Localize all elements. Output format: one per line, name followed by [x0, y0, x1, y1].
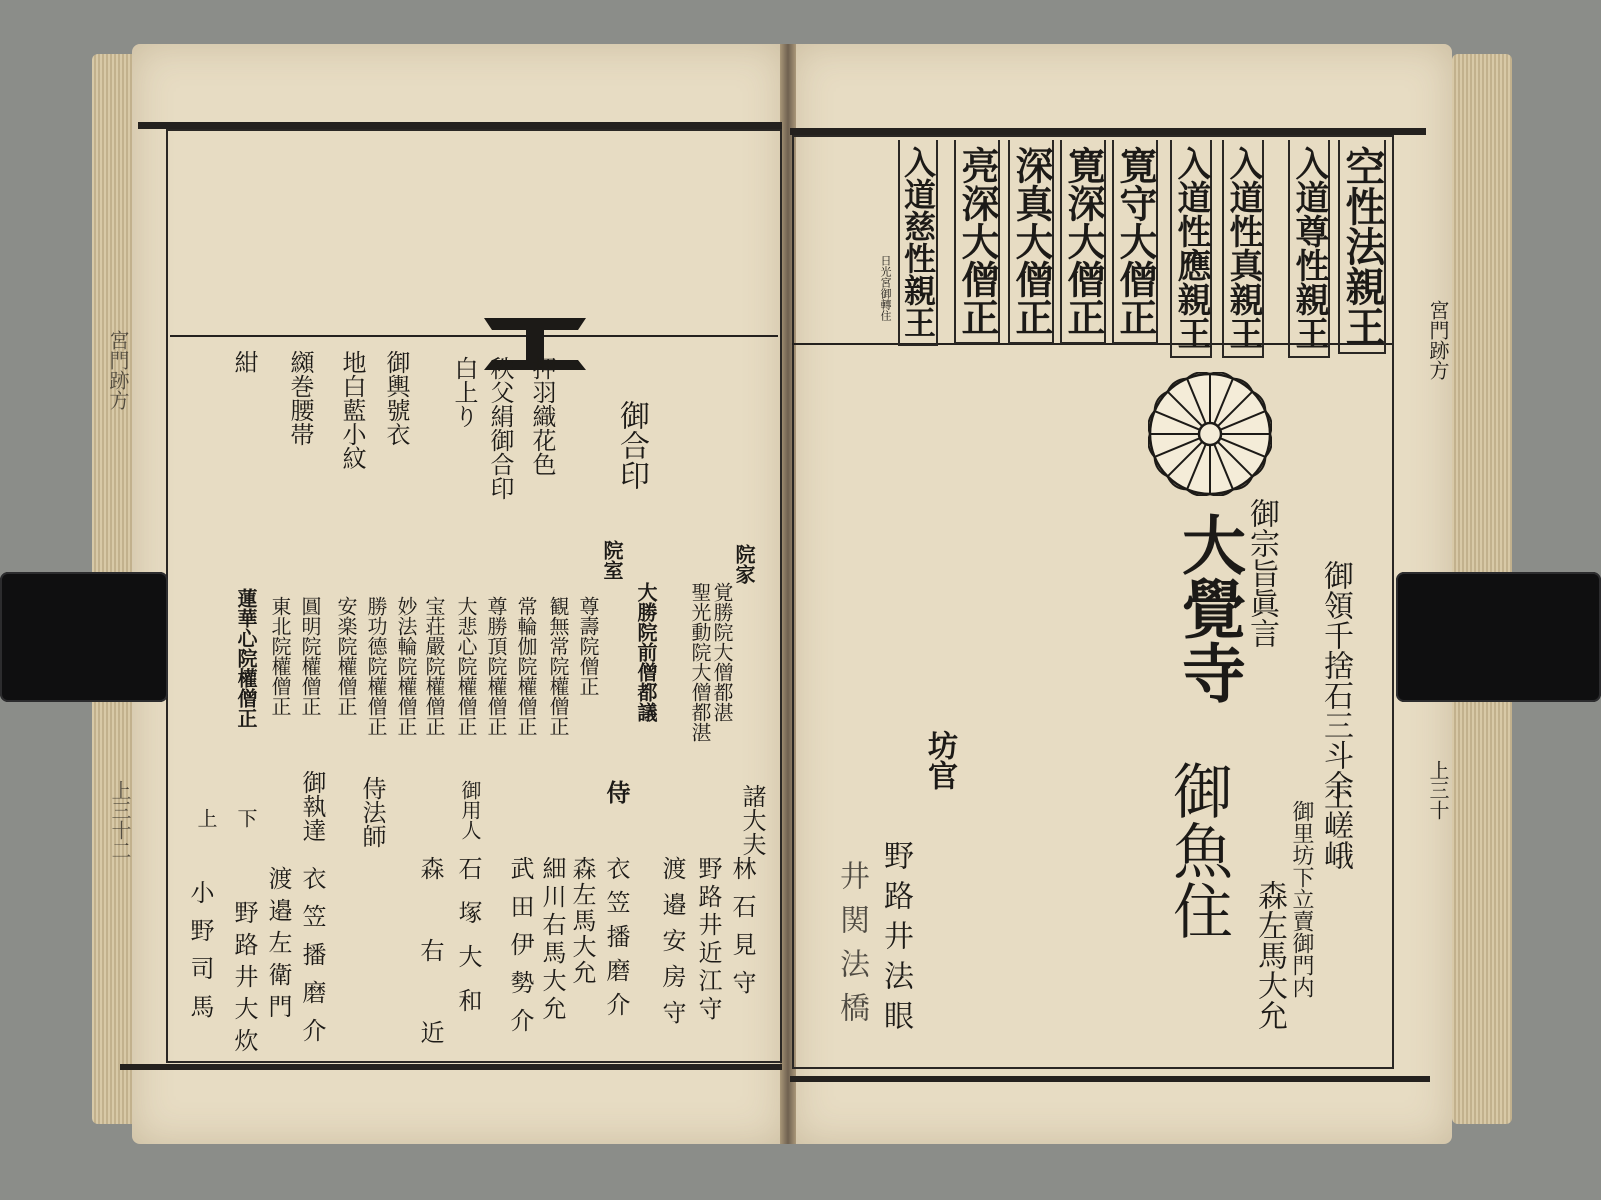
left-register-divider [170, 335, 778, 337]
shitsutatsu-label: 御執達 [298, 770, 326, 842]
shodaibu-entry-1: 林石見守 [728, 856, 756, 1008]
inshitsu-entry: 尊勝頂院權僧正 [484, 596, 508, 736]
inke-entry-3: 大勝院前僧都議 [634, 582, 658, 722]
jihoshi-label: 侍法師 [358, 776, 386, 848]
inshitsu-label: 院室 [600, 540, 624, 580]
samurai-entry-4: 武田伊勢介 [506, 856, 534, 1046]
attr-3: 押羽織花色 [528, 356, 556, 476]
name-5: 寛守大僧正 [1112, 140, 1158, 344]
seal-label: 御合印 [614, 400, 649, 490]
samurai-entry-3: 細川右馬大允 [538, 856, 566, 1024]
inshitsu-entry: 安楽院權僧正 [334, 596, 358, 716]
inshitsu-entry: 蓮華心院權僧正 [234, 588, 258, 728]
name-2: 入道尊性親王 [1288, 140, 1330, 358]
inshitsu-entry: 勝功德院權僧正 [364, 596, 388, 736]
residence-line: 御魚住 [1163, 760, 1233, 940]
right-page-holder-clip [1396, 572, 1601, 702]
inshitsu-entry: 大悲心院權僧正 [454, 596, 478, 736]
shodaibu-entry-3: 渡邉安房守 [658, 856, 686, 1036]
yonin-entry-1: 石塚大和 [454, 856, 482, 1032]
official-1: 野路井法眼 [878, 840, 913, 1040]
inshitsu-entry: 東北院權僧正 [268, 596, 292, 716]
shodaibu-label: 諸大夫 [738, 784, 766, 856]
shitsutatsu-entry-1: 衣笠播磨介 [298, 866, 326, 1056]
temple-name: 大覺寺 [1171, 512, 1246, 704]
kami-label: 上 [194, 808, 218, 828]
location-line: 上嵯峨 [1318, 780, 1353, 870]
name-8: 亮深大僧正 [954, 140, 1000, 344]
inke-entry-2: 聖光動院大僧都湛 [688, 582, 712, 742]
attr-7: 紺 [230, 350, 258, 374]
samurai-entry-1: 衣笠播磨介 [602, 856, 630, 1026]
name-4: 入道性應親王 [1170, 140, 1212, 358]
attr-5: 地白藍小紋 [338, 350, 366, 470]
office-note: 御里坊下立賣御門内 [1289, 800, 1314, 998]
inshitsu-entry: 宝荘嚴院權僧正 [422, 596, 446, 736]
inshitsu-entry: 妙法輪院權僧正 [394, 596, 418, 736]
left-edge-label: 宮門跡方 [106, 330, 130, 410]
shimo-label: 下 [234, 808, 258, 828]
left-bottom-rule [120, 1064, 782, 1070]
chrysanthemum-crest-icon [1148, 372, 1272, 496]
income-line: 御領千捨石三斗余 [1318, 560, 1353, 800]
inshitsu-entry: 常輪伽院權僧正 [514, 596, 538, 736]
attr-1: 白上り [450, 356, 478, 428]
samurai-label: 侍 [602, 780, 631, 804]
inke-entry-1: 覚勝院大僧都湛 [710, 582, 734, 722]
inke-label: 院家 [732, 544, 756, 584]
name-9: 入道慈性親王 [898, 140, 938, 346]
name-7: 深真大僧正 [1008, 140, 1054, 344]
bokan-label: 坊官 [922, 730, 957, 790]
office-name: 森左馬大允 [1252, 880, 1287, 1030]
name-3: 入道性真親王 [1222, 140, 1264, 358]
left-top-rule [138, 122, 782, 129]
right-top-rule [790, 128, 1426, 135]
right-edge-label: 宮門跡方 [1426, 300, 1450, 380]
attr-6: 纐巻腰帯 [286, 350, 314, 446]
yonin-label: 御用人 [458, 780, 482, 840]
sect-line: 御宗旨眞言 [1244, 498, 1279, 648]
inshitsu-entry: 観無常院權僧正 [546, 596, 570, 736]
attr-4: 御輿號衣 [382, 350, 410, 446]
right-page-number: 上三十 [1426, 760, 1450, 820]
shitsutatsu-entry-2: 渡邉左衛門 [264, 866, 292, 1026]
samurai-entry-2: 森左馬大允 [568, 856, 596, 986]
name-1: 空性法親王 [1338, 140, 1386, 354]
right-bottom-rule [790, 1076, 1430, 1082]
name-6: 寛深大僧正 [1060, 140, 1106, 344]
transfer-note: 日光宮御轉住 [879, 255, 892, 321]
official-2: 井関法橋 [834, 860, 869, 1036]
yonin-entry-2: 森右近 [416, 856, 444, 1102]
inshitsu-entry: 尊壽院僧正 [576, 596, 600, 696]
kami-entry: 小野司馬 [186, 880, 214, 1032]
shodaibu-entry-2: 野路井近江守 [694, 856, 722, 1024]
left-page-holder-clip [0, 572, 168, 702]
attr-2: 秩父絹御合印 [486, 356, 514, 500]
left-page-number: 上三十二 [108, 780, 132, 860]
shitsutatsu-entry-3: 野路井大炊 [230, 900, 258, 1060]
inshitsu-entry: 圓明院權僧正 [298, 596, 322, 716]
